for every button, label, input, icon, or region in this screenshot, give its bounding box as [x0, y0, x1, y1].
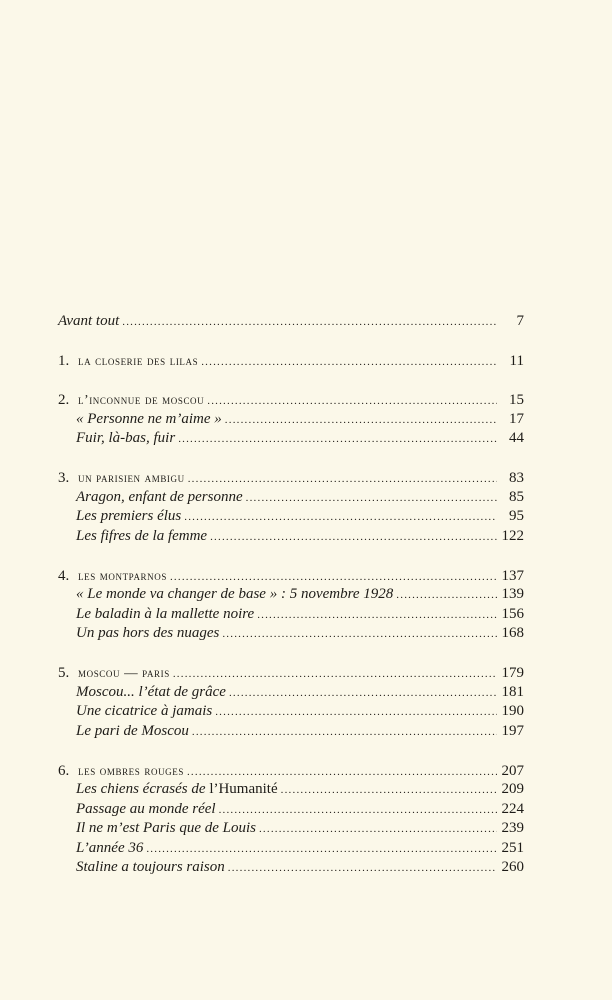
- page-number: 209: [501, 781, 524, 797]
- section-entry: [58, 839, 524, 859]
- section-title: Les premiers élus: [76, 508, 182, 524]
- section-entry: [58, 819, 524, 839]
- page-number: 137: [501, 567, 524, 584]
- chapter-title: les montparnos: [78, 567, 167, 583]
- page-number: 190: [501, 703, 524, 719]
- dot-leader: [229, 684, 497, 704]
- dot-leader: [259, 820, 497, 840]
- dot-leader: [219, 801, 497, 821]
- section-title: Un pas hors des nuages: [76, 625, 220, 641]
- section-entry: [58, 410, 524, 430]
- dot-leader: [281, 781, 497, 801]
- chapter-entry: [58, 761, 524, 781]
- page-number: 168: [501, 625, 524, 641]
- page-number: 139: [501, 586, 524, 602]
- section-title-italic: Les chiens écrasés de: [76, 781, 206, 797]
- page-number: 44: [509, 430, 524, 446]
- dot-leader: [178, 430, 497, 450]
- page-number: 260: [501, 859, 524, 875]
- newspaper-name: l’Humanité: [209, 781, 278, 797]
- chapter-number: 5.: [58, 665, 70, 681]
- intro-title: Avant tout: [58, 313, 120, 329]
- section-entry: [58, 429, 524, 449]
- dot-leader: [201, 353, 497, 373]
- dot-leader: [222, 625, 497, 645]
- chapter-entry: [58, 390, 524, 410]
- page-number: 95: [509, 508, 524, 524]
- section-title: Moscou... l’état de grâce: [76, 683, 226, 700]
- page-number: 15: [509, 392, 524, 408]
- page-number: 239: [501, 820, 524, 836]
- chapter-entry: [58, 566, 524, 586]
- section-entry: [58, 683, 524, 703]
- dot-leader: [210, 528, 497, 548]
- page-number: 181: [501, 683, 524, 700]
- section-title: Le pari de Moscou: [76, 722, 189, 739]
- dot-leader: [228, 859, 497, 879]
- chapter-entry: [58, 663, 524, 683]
- page-number: 156: [501, 605, 524, 622]
- chapter-title: moscou — paris: [78, 665, 170, 680]
- page-number: 7: [516, 313, 524, 329]
- section-title: Fuir, là-bas, fuir: [76, 430, 176, 446]
- section-title: L’année 36: [76, 839, 144, 856]
- dot-leader: [396, 586, 497, 606]
- dot-leader: [257, 606, 497, 626]
- page-number: 207: [501, 762, 524, 779]
- section-entry: [58, 858, 524, 878]
- page-number: 83: [509, 470, 524, 486]
- chapter-number: 4.: [58, 567, 70, 584]
- chapter-number: 6.: [58, 762, 70, 779]
- page-number: 17: [509, 410, 524, 427]
- section-entry: [58, 800, 524, 820]
- section-title: Staline a toujours raison: [76, 859, 225, 875]
- dot-leader: [122, 313, 497, 333]
- chapter-title: l’inconnue de moscou: [78, 392, 205, 407]
- dot-leader: [146, 840, 497, 860]
- chapter-number: 2.: [58, 392, 70, 408]
- section-title: Il ne m’est Paris que de Louis: [76, 820, 256, 836]
- page-number: 224: [501, 800, 524, 817]
- chapter-number: 1.: [58, 353, 70, 369]
- section-entry: [58, 527, 524, 547]
- chapter-title: la closerie des lilas: [78, 353, 199, 368]
- chapter-number: 3.: [58, 470, 70, 486]
- section-entry: [58, 624, 524, 644]
- section-title: Le baladin à la mallette noire: [76, 605, 255, 622]
- page-number: 197: [501, 722, 524, 739]
- section-title: « Le monde va changer de base » : 5 novembre 1928: [76, 586, 394, 602]
- toc-intro-entry: [58, 312, 524, 332]
- chapter-entry: [58, 351, 524, 371]
- section-title: Une cicatrice à jamais: [76, 703, 213, 719]
- section-title: Passage au monde réel: [76, 800, 216, 817]
- dot-leader: [192, 723, 497, 743]
- dot-leader: [215, 703, 497, 723]
- section-title: [76, 780, 278, 800]
- chapter-title: les ombres rouges: [78, 762, 184, 778]
- page-number: 251: [501, 839, 524, 856]
- section-title: Aragon, enfant de personne: [76, 488, 243, 505]
- dot-leader: [246, 489, 497, 509]
- table-of-contents: [58, 312, 524, 878]
- section-entry: [58, 702, 524, 722]
- dot-leader: [225, 411, 497, 431]
- section-title: « Personne ne m’aime »: [76, 410, 222, 427]
- dot-leader: [207, 392, 497, 412]
- section-entry: [58, 722, 524, 742]
- page-number: 11: [509, 353, 524, 369]
- page-number: 122: [501, 527, 524, 544]
- section-entry: [58, 488, 524, 508]
- chapter-title: un parisien ambigu: [78, 470, 185, 485]
- section-entry: [58, 507, 524, 527]
- section-entry: [58, 605, 524, 625]
- section-title: Les fifres de la femme: [76, 527, 208, 544]
- page-number: 85: [509, 488, 524, 505]
- chapter-entry: [58, 468, 524, 488]
- page-number: 179: [501, 665, 524, 681]
- dot-leader: [184, 508, 497, 528]
- section-entry: [58, 585, 524, 605]
- section-entry: [58, 780, 524, 800]
